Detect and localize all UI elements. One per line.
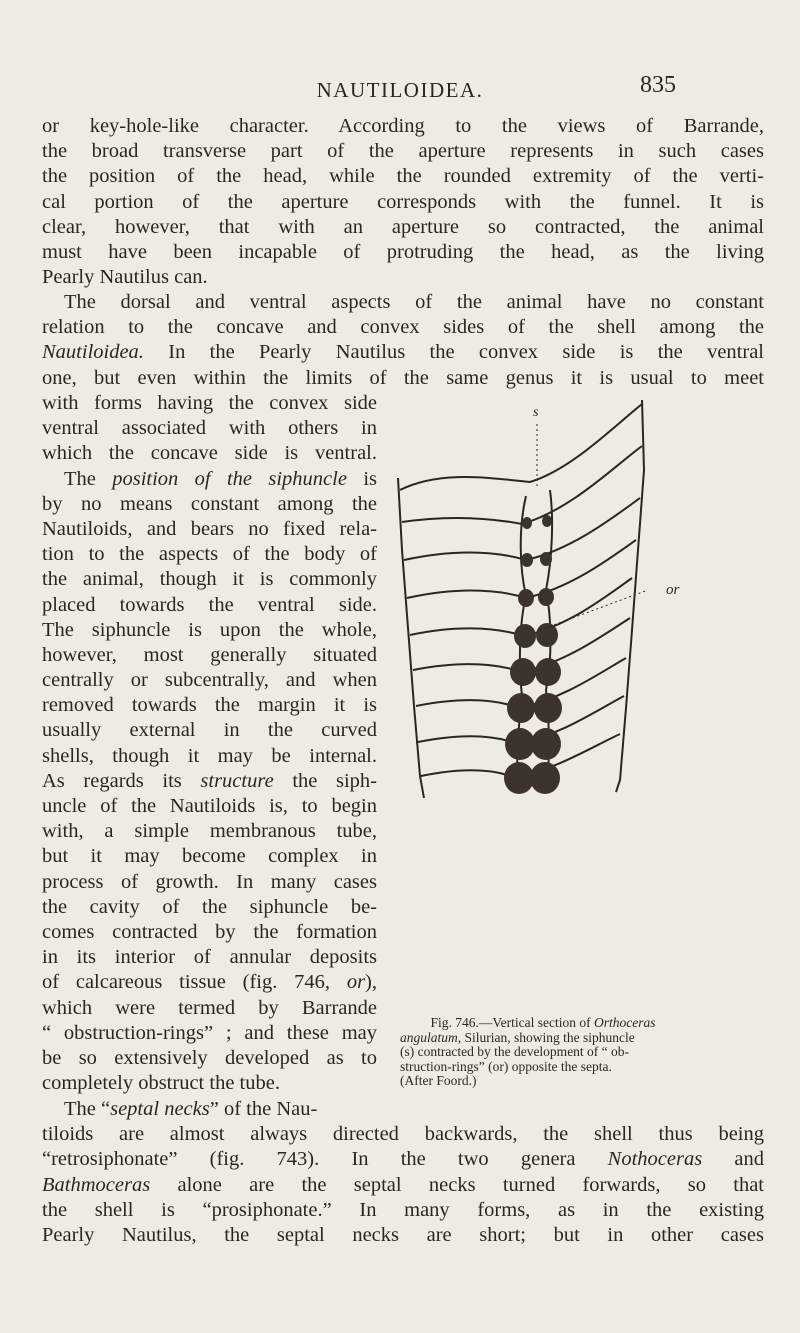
text-line xyxy=(42,1097,764,1122)
obstruction-ring xyxy=(514,624,536,648)
text-span: alone are the septal necks turned forwards, so that xyxy=(150,1173,764,1196)
text-line xyxy=(42,1147,764,1172)
text-line: by no means constant among the xyxy=(42,492,377,515)
text-line: the position of the head, while the rounded extremity of the verti- xyxy=(42,165,764,188)
figure-746-illustration xyxy=(380,400,710,820)
text-line xyxy=(42,970,377,995)
paragraph-3 xyxy=(42,1097,764,1248)
shell-outline-left xyxy=(398,478,424,798)
text-line: which were termed by Barrande xyxy=(42,996,377,1019)
text-line: the cavity of the siphuncle be- xyxy=(42,895,377,918)
text-line: centrally or subcentrally, and when xyxy=(42,669,377,692)
italic-term: Orthoceras xyxy=(593,1015,656,1030)
text-line: with forms having the convex side xyxy=(42,392,377,414)
text-line: clear, however, that with an aperture so contracted, the animal xyxy=(42,215,764,238)
obstruction-ring xyxy=(530,762,560,794)
text-line xyxy=(42,340,764,365)
text-line xyxy=(42,1173,764,1198)
text-line: “ obstruction-rings” ; and these may xyxy=(42,1021,377,1044)
text-line: which the concave side is ventral. xyxy=(42,442,377,465)
septum xyxy=(400,404,642,490)
text-line: comes contracted by the formation xyxy=(42,920,377,943)
caption-line: (s) contracted by the development of “ ob- xyxy=(400,1044,630,1059)
text-line: tion to the aspects of the body of xyxy=(42,543,377,566)
caption-line: (After Foord.) xyxy=(400,1073,477,1088)
page-number: 835 xyxy=(640,72,676,98)
page-header xyxy=(0,72,800,118)
text-line: shells, though it may be internal. xyxy=(42,744,377,767)
obstruction-ring xyxy=(538,588,554,606)
obstruction-ring xyxy=(521,553,533,567)
label-s: s xyxy=(533,405,539,420)
text-line: uncle of the Nautiloids is, to begin xyxy=(42,795,377,817)
obstruction-ring xyxy=(505,728,535,760)
obstruction-ring xyxy=(507,693,535,723)
text-span: the siph- xyxy=(273,769,377,792)
paragraph-1 xyxy=(42,114,764,290)
text-line: or key-hole-like character. According to the views of Barrande, xyxy=(42,115,764,137)
text-line: process of growth. In many cases xyxy=(42,870,377,893)
running-head: NAUTILOIDEA. xyxy=(316,78,484,102)
obstruction-ring xyxy=(542,515,552,527)
text-line: the animal, though it is commonly xyxy=(42,568,377,591)
obstruction-ring xyxy=(510,658,536,686)
text-span: of calcareous tissue (fig. 746, xyxy=(42,971,347,994)
italic-term: angulatum xyxy=(400,1029,458,1045)
text-line: however, most generally situated xyxy=(42,643,377,666)
text-span: The “ xyxy=(64,1098,111,1120)
text-span: “retrosiphonate” (fig. 743). In the two genera xyxy=(42,1148,608,1171)
narrow-column xyxy=(42,391,377,1096)
text-line xyxy=(42,467,377,492)
text-line: removed towards the margin it is xyxy=(42,694,377,717)
text-span: is xyxy=(346,467,377,490)
text-span: , Silurian, showing the siphuncle xyxy=(457,1029,635,1045)
text-line: but it may become complex in xyxy=(42,845,377,868)
text-line: completely obstruct the tube. xyxy=(42,1072,280,1095)
text-line: The siphuncle is upon the whole, xyxy=(42,618,377,641)
caption-line: struction-rings” (or) opposite the septa. xyxy=(400,1058,612,1074)
obstruction-ring xyxy=(535,658,561,686)
italic-term: structure xyxy=(200,769,274,792)
text-line: in its interior of annular deposits xyxy=(42,946,377,969)
obstruction-ring xyxy=(536,623,558,647)
italic-term: Nothoceras xyxy=(607,1148,703,1171)
text-span: ” of the Nau- xyxy=(209,1098,318,1120)
text-line: the broad transverse part of the aperture represents in such cases xyxy=(42,140,764,163)
obstruction-ring xyxy=(531,728,561,760)
text-span: and xyxy=(702,1148,764,1171)
obstruction-ring xyxy=(534,693,562,723)
text-line: with, a simple membranous tube, xyxy=(42,820,377,843)
text-line: ventral associated with others in xyxy=(42,417,377,440)
caption-line xyxy=(400,1031,686,1046)
text-line: tiloids are almost always directed backwards, the shell thus being xyxy=(42,1123,764,1146)
text-line: cal portion of the aperture corresponds with the funnel. It is xyxy=(42,190,764,213)
orthoceras-section-drawing xyxy=(380,400,710,820)
caption-line xyxy=(400,1016,686,1031)
text-line: must have been incapable of protruding the head, as the living xyxy=(42,240,764,263)
text-line: usually external in the curved xyxy=(42,719,377,742)
italic-term: septal necks xyxy=(110,1098,210,1120)
text-line: the shell is “prosiphonate.” In many forms, as in the existing xyxy=(42,1198,764,1221)
text-line: Pearly Nautilus, the septal necks are short; but in other cases xyxy=(42,1223,764,1246)
text-span: ), xyxy=(365,971,377,994)
italic-term: Nautiloidea. xyxy=(42,341,144,364)
obstruction-ring xyxy=(504,762,534,794)
text-line: one, but even within the limits of the same genus it is usual to meet xyxy=(42,366,764,389)
text-line: Nautiloids, and bears no fixed rela- xyxy=(42,517,377,540)
text-span: As regards its xyxy=(42,769,201,792)
text-span: In the Pearly Nautilus the convex side is the ventral xyxy=(143,341,764,364)
paragraph-2 xyxy=(42,290,764,391)
text-line: be so extensively developed as to xyxy=(42,1046,377,1069)
text-span: The xyxy=(64,467,113,490)
obstruction-ring xyxy=(540,552,552,566)
label-or: or xyxy=(666,582,680,598)
italic-term: Bathmoceras xyxy=(42,1173,151,1196)
text-line xyxy=(42,769,377,794)
obstruction-ring xyxy=(522,517,532,529)
figure-caption xyxy=(400,1016,686,1089)
shell-outline-right xyxy=(616,400,644,792)
text-line: Pearly Nautilus can. xyxy=(42,266,208,289)
text-line: placed towards the ventral side. xyxy=(42,593,377,616)
text-span: Fig. 746.—Vertical section of xyxy=(430,1015,594,1030)
text-line: The dorsal and ventral aspects of the animal have no constant xyxy=(64,291,764,313)
text-line: relation to the concave and convex sides of the shell among the xyxy=(42,316,764,339)
italic-term: position of the siphuncle xyxy=(112,467,347,490)
italic-term: or xyxy=(346,971,366,994)
obstruction-ring xyxy=(518,589,534,607)
